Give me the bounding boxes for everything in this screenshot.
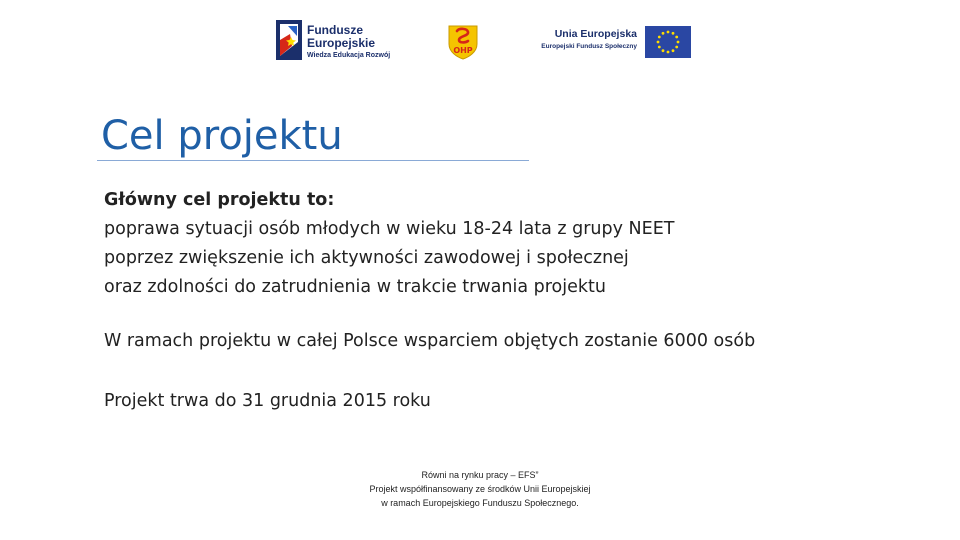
eu-flag-icon (645, 26, 691, 58)
footer-line-2: Projekt współfinansowany ze środków Unii Europejskiej (369, 484, 591, 494)
goal-line-3: oraz zdolności do zatrudnienia w trakcie trwania projektu (104, 277, 606, 297)
goal-block (104, 186, 674, 302)
goal-line-1: poprawa sytuacji osób młodych w wieku 18-24 lata z grupy NEET (104, 219, 675, 239)
fundusze-europejskie-logo (276, 18, 396, 64)
goal-lead: Główny cel projektu to: (104, 190, 335, 210)
footer-line-1: Równi na rynku pracy – EFS” (421, 470, 539, 480)
duration-text: Projekt trwa do 31 grudnia 2015 roku (104, 391, 431, 411)
footer-note (300, 468, 660, 510)
fundusze-europejskie-mark-icon (276, 20, 302, 60)
slide-title: Cel projektu (101, 113, 343, 159)
ue-logo-text (537, 28, 637, 50)
logo-bar (0, 0, 960, 80)
support-text: W ramach projektu w całej Polsce wsparciem objętych zostanie 6000 osób (104, 331, 756, 351)
footer-line-3: w ramach Europejskiego Funduszu Społecznego. (381, 498, 579, 508)
fe-logo-line2: Europejskie (307, 36, 376, 50)
ohp-logo-icon (444, 22, 482, 60)
fe-logo-line3: Wiedza Edukacja Rozwój (307, 52, 391, 59)
fe-logo-line1: Fundusze (307, 23, 363, 37)
ohp-logo-label: OHP (453, 46, 473, 55)
ue-logo-line2: Europejski Fundusz Społeczny (541, 43, 637, 50)
ue-logo-line1: Unia Europejska (554, 28, 637, 40)
title-underline (97, 160, 529, 161)
goal-line-2: poprzez zwiększenie ich aktywności zawodowej i społecznej (104, 248, 629, 268)
